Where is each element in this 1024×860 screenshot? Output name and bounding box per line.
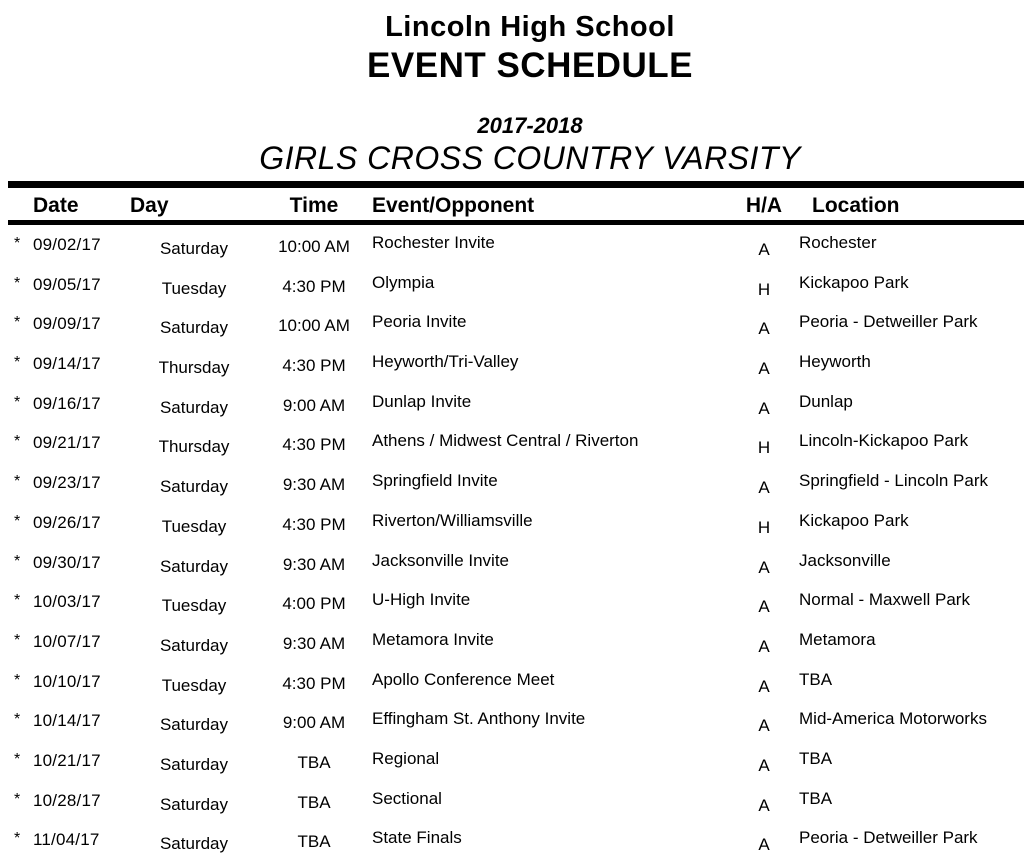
time-cell: TBA	[297, 792, 331, 812]
table-row	[0, 622, 1024, 662]
date-cell: 10/14/17	[33, 711, 101, 731]
page-title: EVENT SCHEDULE	[367, 46, 693, 85]
title-block	[0, 0, 1024, 177]
date-cell: 09/09/17	[33, 314, 101, 334]
location-cell: Peoria - Detweiller Park	[799, 312, 978, 332]
time-column-header: Time	[289, 194, 339, 217]
date-column-header: Date	[33, 194, 79, 217]
location-cell: Normal - Maxwell Park	[799, 590, 970, 610]
day-cell: Saturday	[159, 754, 229, 774]
location-cell: Metamora	[799, 629, 876, 649]
time-cell: 9:30 AM	[282, 633, 346, 653]
location-cell: Peoria - Detweiller Park	[799, 828, 978, 848]
time-cell: 9:00 AM	[282, 395, 346, 415]
event-column-header: Event/Opponent	[372, 194, 535, 217]
asterisk-marker: *	[14, 274, 21, 292]
school-name: Lincoln High School	[385, 11, 675, 43]
table-body	[0, 225, 1024, 860]
home-away-cell: A	[758, 597, 770, 617]
event-cell: U-High Invite	[372, 590, 471, 610]
date-cell: 09/26/17	[33, 512, 101, 532]
home-away-cell: A	[758, 240, 770, 259]
time-cell: 9:00 AM	[282, 713, 346, 733]
asterisk-marker: *	[14, 790, 21, 808]
day-cell: Saturday	[159, 477, 229, 497]
location-cell: TBA	[799, 788, 833, 808]
time-cell: 4:30 PM	[282, 673, 346, 693]
table-row	[0, 781, 1024, 821]
day-cell: Saturday	[159, 715, 229, 735]
location-cell: TBA	[799, 669, 833, 689]
home-away-cell: H	[757, 517, 771, 537]
home-away-column-header: H/A	[745, 194, 783, 217]
asterisk-marker: *	[14, 592, 21, 610]
time-cell: 4:30 PM	[282, 435, 346, 455]
event-cell: Peoria Invite	[372, 312, 467, 332]
event-cell: Dunlap Invite	[372, 391, 472, 411]
date-cell: 09/14/17	[33, 354, 101, 374]
home-away-cell: H	[757, 279, 771, 299]
event-cell: Jacksonville Invite	[372, 550, 510, 570]
asterisk-marker: *	[14, 631, 21, 649]
season-label: 2017-2018	[477, 113, 583, 138]
home-away-cell: A	[758, 636, 770, 656]
date-cell: 10/03/17	[33, 592, 101, 612]
date-cell: 09/16/17	[33, 393, 101, 413]
location-cell: Kickapoo Park	[799, 510, 909, 530]
home-away-cell: A	[758, 676, 770, 696]
table-row	[0, 582, 1024, 622]
home-away-cell: A	[758, 835, 770, 855]
location-column-header: Location	[812, 194, 900, 217]
event-cell: Heyworth/Tri-Valley	[372, 352, 519, 372]
table-row	[0, 344, 1024, 384]
day-cell: Saturday	[159, 239, 229, 258]
day-cell: Thursday	[158, 437, 230, 457]
home-away-cell: A	[758, 755, 770, 775]
day-cell: Tuesday	[161, 278, 227, 298]
home-away-cell: A	[758, 319, 770, 339]
table-row	[0, 423, 1024, 463]
event-cell: Olympia	[372, 272, 435, 292]
date-cell: 10/21/17	[33, 750, 101, 770]
event-cell: Effingham St. Anthony Invite	[372, 709, 586, 729]
home-away-cell: A	[758, 359, 770, 379]
time-cell: 4:00 PM	[282, 594, 346, 614]
asterisk-marker: *	[14, 354, 21, 372]
time-cell: TBA	[297, 832, 331, 852]
event-cell: Riverton/Williamsville	[372, 510, 533, 530]
date-cell: 10/28/17	[33, 790, 101, 810]
time-cell: 10:00 AM	[278, 237, 350, 256]
table-row	[0, 225, 1024, 265]
location-cell: Heyworth	[799, 352, 871, 372]
table-row	[0, 384, 1024, 424]
day-cell: Tuesday	[161, 596, 227, 616]
asterisk-marker: *	[14, 314, 21, 332]
time-cell: 9:30 AM	[282, 554, 346, 574]
asterisk-marker: *	[14, 750, 21, 768]
team-name: GIRLS CROSS COUNTRY VARSITY	[259, 140, 801, 176]
home-away-cell: A	[758, 557, 770, 577]
day-cell: Thursday	[158, 358, 230, 378]
home-away-cell: A	[758, 716, 770, 736]
location-cell: Jacksonville	[799, 550, 891, 570]
asterisk-marker: *	[14, 235, 21, 252]
home-away-cell: H	[757, 438, 771, 458]
location-cell: Rochester	[799, 233, 877, 252]
date-cell: 09/05/17	[33, 274, 101, 294]
event-cell: Athens / Midwest Central / Riverton	[372, 431, 639, 451]
time-cell: 10:00 AM	[278, 316, 350, 336]
location-cell: Lincoln-Kickapoo Park	[799, 431, 969, 451]
location-cell: Mid-America Motorworks	[799, 709, 987, 729]
home-away-cell: A	[758, 478, 770, 498]
time-cell: 4:30 PM	[282, 276, 346, 296]
table-top-rule	[8, 181, 1024, 188]
table-row	[0, 265, 1024, 305]
time-cell: 4:30 PM	[282, 514, 346, 534]
date-cell: 09/23/17	[33, 473, 101, 493]
table-header-row	[0, 188, 1024, 220]
event-cell: State Finals	[372, 828, 462, 848]
location-cell: Kickapoo Park	[799, 272, 909, 292]
date-cell: 09/21/17	[33, 433, 101, 453]
home-away-cell: A	[758, 398, 770, 418]
day-cell: Saturday	[159, 556, 229, 576]
asterisk-marker: *	[14, 473, 21, 491]
day-column-header: Day	[130, 194, 169, 217]
event-cell: Rochester Invite	[372, 233, 495, 252]
date-cell: 09/30/17	[33, 552, 101, 572]
time-cell: TBA	[297, 752, 331, 772]
asterisk-marker: *	[14, 393, 21, 411]
asterisk-marker: *	[14, 433, 21, 451]
time-cell: 4:30 PM	[282, 356, 346, 376]
location-cell: Springfield - Lincoln Park	[799, 471, 988, 491]
table-row	[0, 662, 1024, 702]
location-cell: TBA	[799, 748, 833, 768]
date-cell: 09/02/17	[33, 235, 101, 254]
time-cell: 9:30 AM	[282, 475, 346, 495]
asterisk-marker: *	[14, 671, 21, 689]
event-cell: Springfield Invite	[372, 471, 498, 491]
asterisk-marker: *	[14, 711, 21, 729]
table-row	[0, 701, 1024, 741]
asterisk-marker: *	[14, 512, 21, 530]
day-cell: Tuesday	[161, 675, 227, 695]
table-row	[0, 463, 1024, 503]
day-cell: Saturday	[159, 318, 229, 338]
event-cell: Sectional	[372, 788, 442, 808]
table-row	[0, 503, 1024, 543]
day-cell: Saturday	[159, 635, 229, 655]
table-row	[0, 304, 1024, 344]
table-row	[0, 543, 1024, 583]
event-cell: Regional	[372, 748, 440, 768]
location-cell: Dunlap	[799, 391, 853, 411]
home-away-cell: A	[758, 795, 770, 815]
event-cell: Apollo Conference Meet	[372, 669, 555, 689]
day-cell: Saturday	[159, 834, 229, 854]
event-cell: Metamora Invite	[372, 629, 494, 649]
asterisk-marker: *	[14, 830, 21, 848]
day-cell: Tuesday	[161, 516, 227, 536]
table-row	[0, 820, 1024, 860]
day-cell: Saturday	[159, 794, 229, 814]
day-cell: Saturday	[159, 397, 229, 417]
date-cell: 10/07/17	[33, 631, 101, 651]
asterisk-marker: *	[14, 552, 21, 570]
table-row	[0, 741, 1024, 781]
date-cell: 11/04/17	[33, 830, 100, 850]
date-cell: 10/10/17	[33, 671, 101, 691]
